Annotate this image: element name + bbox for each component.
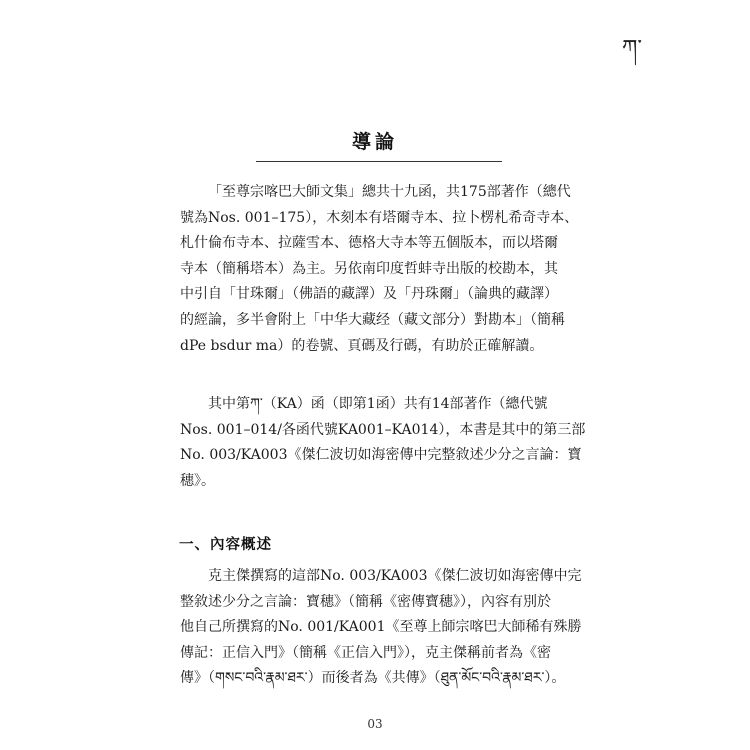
paragraph-line: Nos. 001–014/各函代號KA001–KA014），本書是其中的第三部: [180, 421, 586, 438]
chapter-title: 導論: [351, 131, 398, 153]
paragraph-line: dPe bsdur ma）的卷號、頁碼及行碼，有助於正確解讀。: [180, 337, 544, 354]
paragraph-line: 整敘述少分之言論：寶穗》（簡稱《密傳寶穗》），內容有別於: [180, 593, 551, 610]
paragraph-line: 傳》（གསང་བའི་རྣམ་ཐར་）而後者為《共傳》（ཐུན་མོང་བའི་རྣམ་ཐར་）。: [180, 670, 566, 687]
paragraph-line: 他自己所撰寫的No. 001/KA001《至尊上師宗喀巴大師稀有殊勝: [180, 619, 582, 636]
paragraph-line: 的經論，多半會附上「中华大藏经（藏文部分）對勘本」（簡稱: [180, 311, 565, 328]
paragraph-line: 穗》。: [180, 472, 215, 489]
page-number: 03: [367, 717, 383, 731]
intro-paragraph-1: [180, 180, 580, 359]
paragraph-line: 「至尊宗喀巴大師文集」總共十九函，共175部著作（總代: [208, 184, 571, 200]
paragraph-line: No. 003/KA003《傑仁波切如海密傳中完整敘述少分之言論：寶: [180, 447, 582, 464]
section-heading-content-overview: 一、內容概述: [179, 537, 272, 553]
paragraph-line: 號為Nos. 001–175），木刻本有塔爾寺本、拉卜楞札希奇寺本、: [180, 209, 579, 226]
paragraph-line: 中引自「甘珠爾」（佛語的藏譯）及「丹珠爾」（論典的藏譯）: [180, 286, 558, 303]
paragraph-line: 傳記：正信入門》（簡稱《正信入門》），克主傑稱前者為《密: [180, 644, 551, 661]
tibetan-ka-letter-mark: ཀ་: [621, 36, 642, 61]
paragraph-line: 克主傑撰寫的這部No. 003/KA003《傑仁波切如海密傳中完: [208, 568, 582, 584]
section-1-paragraph: [180, 564, 580, 692]
paragraph-line: 札什倫布寺本、拉薩雪本、德格大寺本等五個版本，而以塔爾: [180, 235, 558, 252]
title-underline-divider: [256, 161, 502, 162]
paragraph-line: 其中第ཀ་（KA）函（即第1函）共有14部著作（總代號: [208, 396, 548, 412]
intro-paragraph-2: [180, 392, 586, 494]
paragraph-line: 寺本（簡稱塔本）為主。另依南印度哲蚌寺出版的校勘本，其: [180, 260, 558, 277]
